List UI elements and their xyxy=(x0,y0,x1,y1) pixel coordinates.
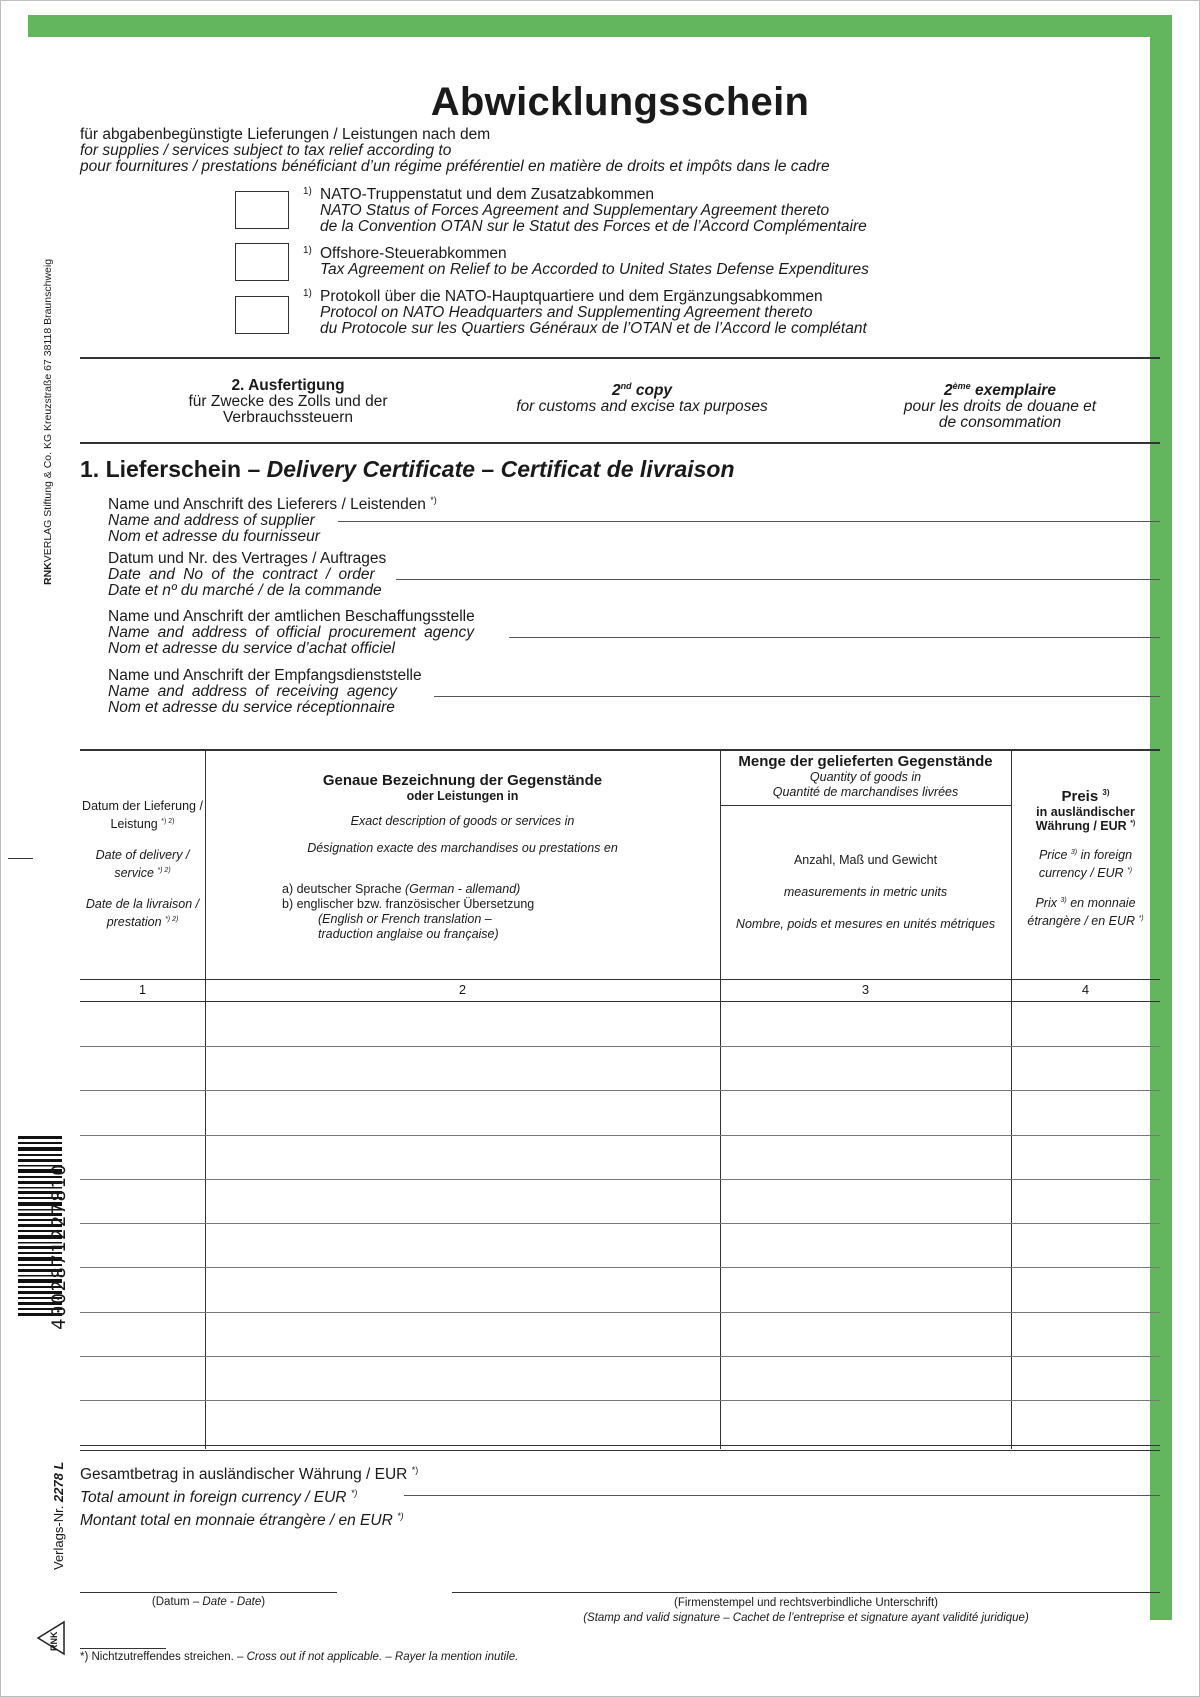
date-it: Date - Date xyxy=(202,1596,262,1608)
option-sup: 1) xyxy=(303,245,312,256)
field-sup: *) xyxy=(430,495,437,505)
col2-title: Genaue Bezeichnung der Gegenstände xyxy=(322,772,603,789)
col3-fr-sub: Nombre, poids et mesures en unités métriques xyxy=(735,917,996,931)
divider xyxy=(80,442,1160,444)
copy-fr-title: exemplaire xyxy=(970,382,1056,400)
option-en: Tax Agreement on Relief to be Accorded to United States Defense Expenditures xyxy=(320,261,869,278)
copy-en-line1: for customs and excise tax purposes xyxy=(516,398,768,416)
checkbox-nato-hq[interactable] xyxy=(235,296,289,334)
copy-fr-line2: de consommation xyxy=(938,414,1062,432)
total-input-line[interactable] xyxy=(404,1495,1160,1496)
barcode-digits: 4002871227810 xyxy=(48,1163,70,1330)
col3-fr: Quantité de marchandises livrées xyxy=(772,785,959,799)
col-number-4: 4 xyxy=(1081,982,1090,997)
total-de: Gesamtbetrag in ausländischer Währung / EUR xyxy=(80,1466,408,1484)
option-de: Protokoll über die NATO-Hauptquartiere und dem Ergänzungsabkommen xyxy=(320,288,823,305)
col1-en-sup: *) 2) xyxy=(157,867,171,875)
field-en: Name and address of supplier xyxy=(108,512,315,530)
stamp-label xyxy=(452,1596,1160,1626)
copy-de-line2: Verbrauchssteuern xyxy=(222,409,354,426)
field-de: Datum und Nr. des Vertrages / Auftrages xyxy=(108,550,387,567)
date-open: (Datum – xyxy=(151,1596,203,1608)
col2-en: Exact description of goods or services in xyxy=(350,814,575,828)
table-row[interactable] xyxy=(80,1356,1160,1357)
option-de: NATO-Truppenstatut und dem Zusatzabkommen xyxy=(320,186,654,203)
field-contract xyxy=(108,551,386,599)
form-number-value: 2278 L xyxy=(51,1461,66,1503)
fold-mark xyxy=(8,858,33,859)
footnote xyxy=(80,1651,518,1663)
option-nato-hq xyxy=(303,289,867,337)
procurement-input-line[interactable] xyxy=(509,637,1160,638)
total-en: Total amount in foreign currency / EUR xyxy=(80,1489,347,1507)
copy-de-title: 2. Ausfertigung xyxy=(231,377,345,394)
field-fr: Date et nº du marché / de la commande xyxy=(108,582,382,599)
col3-en-sub: measurements in metric units xyxy=(783,885,948,899)
col4-en2: currency / EUR xyxy=(1038,866,1124,881)
publisher-text: VERLAG Stiftung & Co. KG Kreuzstraße 67 38118 Braunschweig xyxy=(42,258,54,563)
col4-fr1: Prix xyxy=(1035,896,1057,911)
col4-fr-sup: *) xyxy=(1138,915,1144,923)
col1-de-sup: *) 2) xyxy=(161,818,175,825)
option-de: Offshore-Steuerabkommen xyxy=(320,245,507,262)
intro-de: für abgabenbegünstigte Lieferungen / Leistungen nach dem xyxy=(80,126,491,143)
field-de: Name und Anschrift der amtlichen Beschaffungsstelle xyxy=(108,608,475,625)
section-sep: – xyxy=(475,456,501,482)
section-fr: Certificat de livraison xyxy=(500,456,735,482)
option-offshore xyxy=(303,246,869,278)
table-bottom-border xyxy=(80,1445,1160,1446)
copy-fr-line1: pour les droits de douane et xyxy=(903,398,1097,416)
col2-a-it: (German - allemand) xyxy=(405,882,521,896)
col2-subtitle: oder Leistungen in xyxy=(406,789,519,803)
stamp-signature-line[interactable] xyxy=(452,1592,1160,1593)
intro-text xyxy=(80,127,830,175)
stamp-de: (Firmenstempel und rechtsverbindliche Unterschrift) xyxy=(674,1597,938,1609)
col1-header xyxy=(80,799,205,930)
date-close: ) xyxy=(261,1596,266,1608)
col4-fr1b: en monnaie xyxy=(1066,896,1136,911)
col2-languages xyxy=(282,882,534,942)
option-en: NATO Status of Forces Agreement and Supplementary Agreement thereto xyxy=(320,202,830,219)
col2-header xyxy=(205,772,720,856)
table-row[interactable] xyxy=(80,1312,1160,1313)
option-nato-sofa xyxy=(303,187,867,235)
option-sup: 1) xyxy=(303,186,312,197)
col2-b-de: englischer bzw. französischer Übersetzung xyxy=(296,897,535,911)
col4-de1: in ausländischer xyxy=(1036,805,1135,819)
table-row[interactable] xyxy=(80,1135,1160,1136)
col4-fr1-sup: 3) xyxy=(1060,897,1067,905)
option-en: Protocol on NATO Headquarters and Supplementing Agreement thereto xyxy=(320,304,813,321)
col4-de-sup: *) xyxy=(1130,819,1136,827)
stamp-it: (Stamp and valid signature – Cachet de l’entreprise et signature ayant validité juridique) xyxy=(583,1612,1029,1624)
table-row[interactable] xyxy=(80,1223,1160,1224)
col1-de2: Leistung xyxy=(110,817,158,832)
col2-a-de: deutscher Sprache xyxy=(296,882,406,896)
col3-header xyxy=(720,753,1011,800)
col4-en-sup: *) xyxy=(1127,867,1133,875)
field-procurement xyxy=(108,609,475,657)
copy-en-num: 2 xyxy=(611,382,621,400)
section-heading xyxy=(80,456,735,483)
table-row[interactable] xyxy=(80,1090,1160,1091)
copy-de xyxy=(168,378,408,426)
total-amount xyxy=(80,1461,418,1530)
col4-en1: Price xyxy=(1038,848,1068,863)
col-number-1: 1 xyxy=(138,982,147,997)
table-row[interactable] xyxy=(80,1267,1160,1268)
col3-de-sub: Anzahl, Maß und Gewicht xyxy=(793,853,938,867)
field-supplier xyxy=(108,492,437,545)
form-number-label: Verlags-Nr. xyxy=(51,1502,66,1570)
checkbox-offshore[interactable] xyxy=(235,243,289,281)
col4-title: Preis xyxy=(1061,788,1099,805)
option-fr: du Protocole sur les Quartiers Généraux de l’OTAN et de l’Accord le complétant xyxy=(320,320,867,337)
table-top-border xyxy=(80,749,1160,751)
col4-en1-sup: 3) xyxy=(1070,849,1078,856)
total-fr: Montant total en monnaie étrangère / en EUR xyxy=(80,1512,393,1530)
col2-b-it2: traduction anglaise ou française) xyxy=(318,927,499,941)
col1-fr1: Date de la livraison / xyxy=(85,897,200,912)
rnk-logo xyxy=(36,1618,66,1658)
footnote-it: Cross out if not applicable. – Rayer la mention inutile. xyxy=(246,1651,519,1663)
col1-fr2: prestation xyxy=(106,915,162,930)
col1-en2: service xyxy=(114,866,154,881)
field-de: Name und Anschrift des Lieferers / Leistenden xyxy=(108,496,426,514)
col3-header-divider xyxy=(720,805,1011,806)
field-receiving xyxy=(108,668,422,716)
copy-fr-num: 2 xyxy=(944,382,953,400)
col3-title: Menge der gelieferten Gegenstände xyxy=(738,753,993,770)
date-label xyxy=(80,1596,337,1608)
field-fr: Nom et adresse du fournisseur xyxy=(108,528,320,546)
header-bottom-border xyxy=(80,979,1160,980)
col3-subheader xyxy=(720,853,1011,932)
intro-en: for supplies / services subject to tax relief according to xyxy=(80,142,452,159)
table-row[interactable] xyxy=(80,1179,1160,1180)
col4-header xyxy=(1011,788,1160,930)
table-row[interactable] xyxy=(80,1400,1160,1401)
col4-en1b: in foreign xyxy=(1077,848,1133,863)
field-en: Name and address of official procurement agency xyxy=(108,624,475,641)
publisher-info xyxy=(42,259,54,585)
col3-en: Quantity of goods in xyxy=(809,770,922,784)
supplier-input-line[interactable] xyxy=(338,521,1160,522)
field-fr: Nom et adresse du service réceptionnaire xyxy=(108,699,395,716)
date-signature-line[interactable] xyxy=(80,1592,337,1593)
contract-input-line[interactable] xyxy=(396,579,1160,580)
col2-a-label: a) xyxy=(282,882,294,896)
copy-fr xyxy=(860,378,1140,431)
intro-fr: pour fournitures / prestations bénéficiant d’un régime préférentiel en matière de droits et impôts dans le cadre xyxy=(80,158,830,175)
col-number-3: 3 xyxy=(861,982,870,997)
table-row[interactable] xyxy=(80,1046,1160,1047)
col2-b-label: b) xyxy=(282,897,294,911)
form-number xyxy=(51,1462,66,1570)
colnum-bottom-border xyxy=(80,1001,1160,1002)
field-de: Name und Anschrift der Empfangsdienststelle xyxy=(108,667,422,684)
copy-fr-sup: ème xyxy=(952,381,971,391)
footnote-de: *) Nichtzutreffendes streichen. – xyxy=(80,1651,247,1663)
divider xyxy=(80,357,1160,359)
total-en-sup: *) xyxy=(350,1488,358,1499)
col4-fr2: étrangère / en EUR xyxy=(1027,914,1136,929)
footnote-rule xyxy=(80,1648,166,1649)
field-en: Name and address of receiving agency xyxy=(108,683,397,700)
col2-b-it1: (English or French translation – xyxy=(318,912,492,926)
col4-de2: Währung / EUR xyxy=(1035,819,1127,833)
col2-fr: Désignation exacte des marchandises ou prestations en xyxy=(307,841,618,855)
option-sup: 1) xyxy=(303,288,312,299)
col1-de1: Datum der Lieferung / xyxy=(82,799,203,813)
copy-de-line1: für Zwecke des Zolls und der xyxy=(188,393,388,410)
total-fr-sup: *) xyxy=(397,1511,404,1522)
green-border-top xyxy=(28,15,1172,37)
total-de-sup: *) xyxy=(411,1465,419,1475)
option-fr: de la Convention OTAN sur le Statut des Forces et de l’Accord Complémentaire xyxy=(320,218,867,235)
col-number-2: 2 xyxy=(458,982,467,997)
receiving-input-line[interactable] xyxy=(434,696,1160,697)
col4-title-sup: 3) xyxy=(1102,788,1110,797)
section-num: 1. Lieferschein – xyxy=(80,456,267,482)
field-fr: Nom et adresse du service d’achat officiel xyxy=(108,640,395,657)
rnk-logo-text: RNK xyxy=(49,1631,59,1651)
section-en: Delivery Certificate xyxy=(266,456,476,482)
copy-en-sup: nd xyxy=(620,381,632,391)
publisher-bold: RNK xyxy=(42,562,54,585)
copy-en-title: copy xyxy=(631,382,673,400)
col1-en1: Date of delivery / xyxy=(95,848,190,863)
col1-fr-sup: *) 2) xyxy=(165,916,179,924)
document-title: Abwicklungsschein xyxy=(430,80,810,124)
table-bottom-border-double xyxy=(80,1450,1160,1451)
checkbox-nato-sofa[interactable] xyxy=(235,191,289,229)
copy-en xyxy=(492,378,792,415)
field-en: Date and No of the contract / order xyxy=(108,566,375,583)
